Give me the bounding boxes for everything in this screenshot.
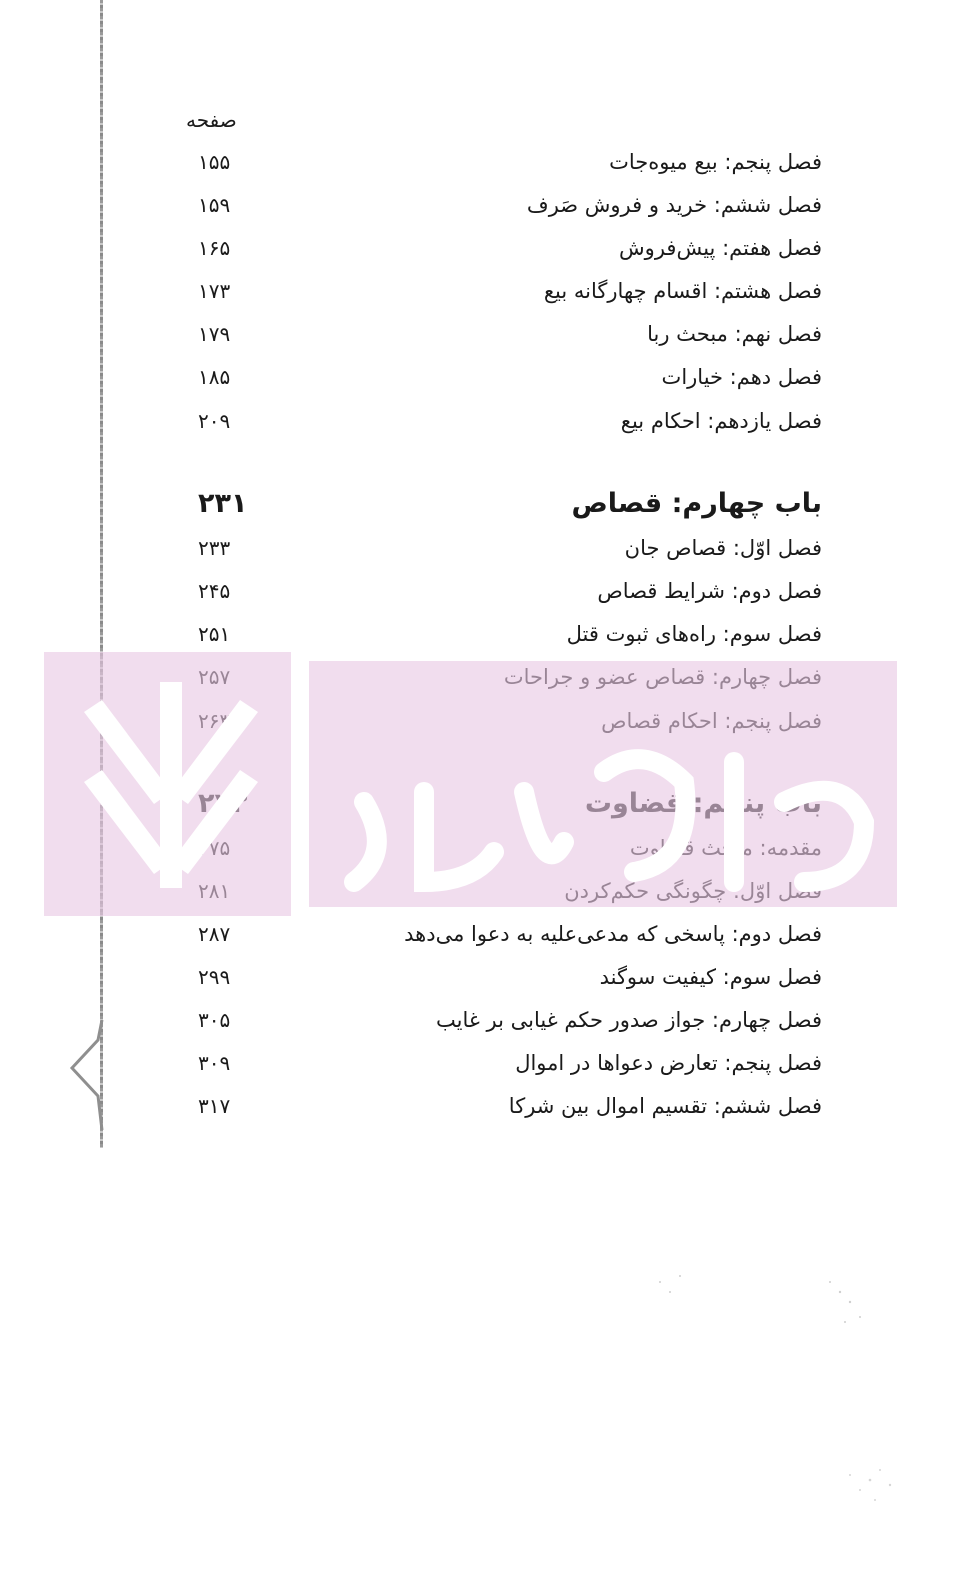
toc-chapter-row — [0, 193, 954, 233]
toc-chapter-row — [0, 409, 954, 449]
toc-entry-title: فصل هفتم: پیش‌فروش — [619, 236, 822, 260]
toc-chapter-row — [0, 1008, 954, 1048]
toc-entry-title: فصل نهم: مبحث ربا — [647, 322, 822, 346]
toc-chapter-row — [0, 1051, 954, 1091]
toc-entry-title: فصل اوّل: قصاص جان — [624, 536, 822, 560]
toc-entry-title: فصل پنجم: تعارض دعواها در اموال — [515, 1051, 822, 1075]
toc-entry-page: ۳۰۹ — [198, 1051, 231, 1075]
toc-section-row — [0, 488, 954, 528]
page-column-header: صفحه — [186, 108, 237, 132]
scan-speckle — [640, 1262, 880, 1342]
toc-entry-title: فصل ششم: خرید و فروش صَرف — [526, 193, 822, 217]
toc-entry-page: ۱۸۵ — [198, 365, 231, 389]
toc-entry-title: فصل ششم: تقسیم اموال بین شرکا — [508, 1094, 822, 1118]
toc-entry-title: فصل چهارم: جواز صدور حکم غیابی بر غایب — [436, 1008, 822, 1032]
toc-chapter-row — [0, 965, 954, 1005]
toc-entry-page: ۱۷۹ — [198, 322, 231, 346]
toc-entry-page: ۲۵۱ — [198, 622, 231, 646]
toc-chapter-row — [0, 536, 954, 576]
toc-entry-page: ۱۷۳ — [198, 279, 231, 303]
toc-entry-title: فصل دهم: خیارات — [661, 365, 822, 389]
toc-entry-page: ۲۴۵ — [198, 579, 231, 603]
toc-chapter-row — [0, 236, 954, 276]
toc-chapter-row — [0, 579, 954, 619]
toc-entry-title: فصل پنجم: بیع میوه‌جات — [609, 150, 822, 174]
toc-chapter-row — [0, 279, 954, 319]
toc-entry-page: ۱۶۵ — [198, 236, 231, 260]
toc-chapter-row — [0, 922, 954, 962]
toc-entry-page: ۲۳۱ — [198, 488, 248, 519]
toc-entry-title: باب چهارم: قصاص — [571, 488, 822, 519]
toc-entry-title: فصل یازدهم: احکام بیع — [620, 409, 822, 433]
watermark-logo — [44, 652, 906, 916]
toc-chapter-row — [0, 322, 954, 362]
toc-chapter-row — [0, 150, 954, 190]
toc-entry-title: فصل هشتم: اقسام چهارگانه بیع — [543, 279, 822, 303]
toc-entry-title: فصل دوم: شرایط قصاص — [597, 579, 822, 603]
toc-entry-title: فصل دوم: پاسخی که مدعی‌علیه به دعوا می‌دهد — [404, 922, 822, 946]
toc-entry-page: ۱۵۹ — [198, 193, 231, 217]
toc-entry-title: فصل سوم: کیفیت سوگند — [599, 965, 822, 989]
toc-entry-page: ۲۸۷ — [198, 922, 231, 946]
toc-entry-title: فصل سوم: راه‌های ثبوت قتل — [566, 622, 822, 646]
toc-entry-page: ۳۱۷ — [198, 1094, 231, 1118]
toc-entry-page: ۲۰۹ — [198, 409, 231, 433]
toc-chapter-row — [0, 365, 954, 405]
toc-entry-page: ۲۹۹ — [198, 965, 231, 989]
scan-speckle — [820, 1430, 930, 1530]
toc-entry-page: ۳۰۵ — [198, 1008, 231, 1032]
toc-chapter-row — [0, 1094, 954, 1134]
toc-entry-page: ۲۳۳ — [198, 536, 231, 560]
toc-entry-page: ۱۵۵ — [198, 150, 231, 174]
